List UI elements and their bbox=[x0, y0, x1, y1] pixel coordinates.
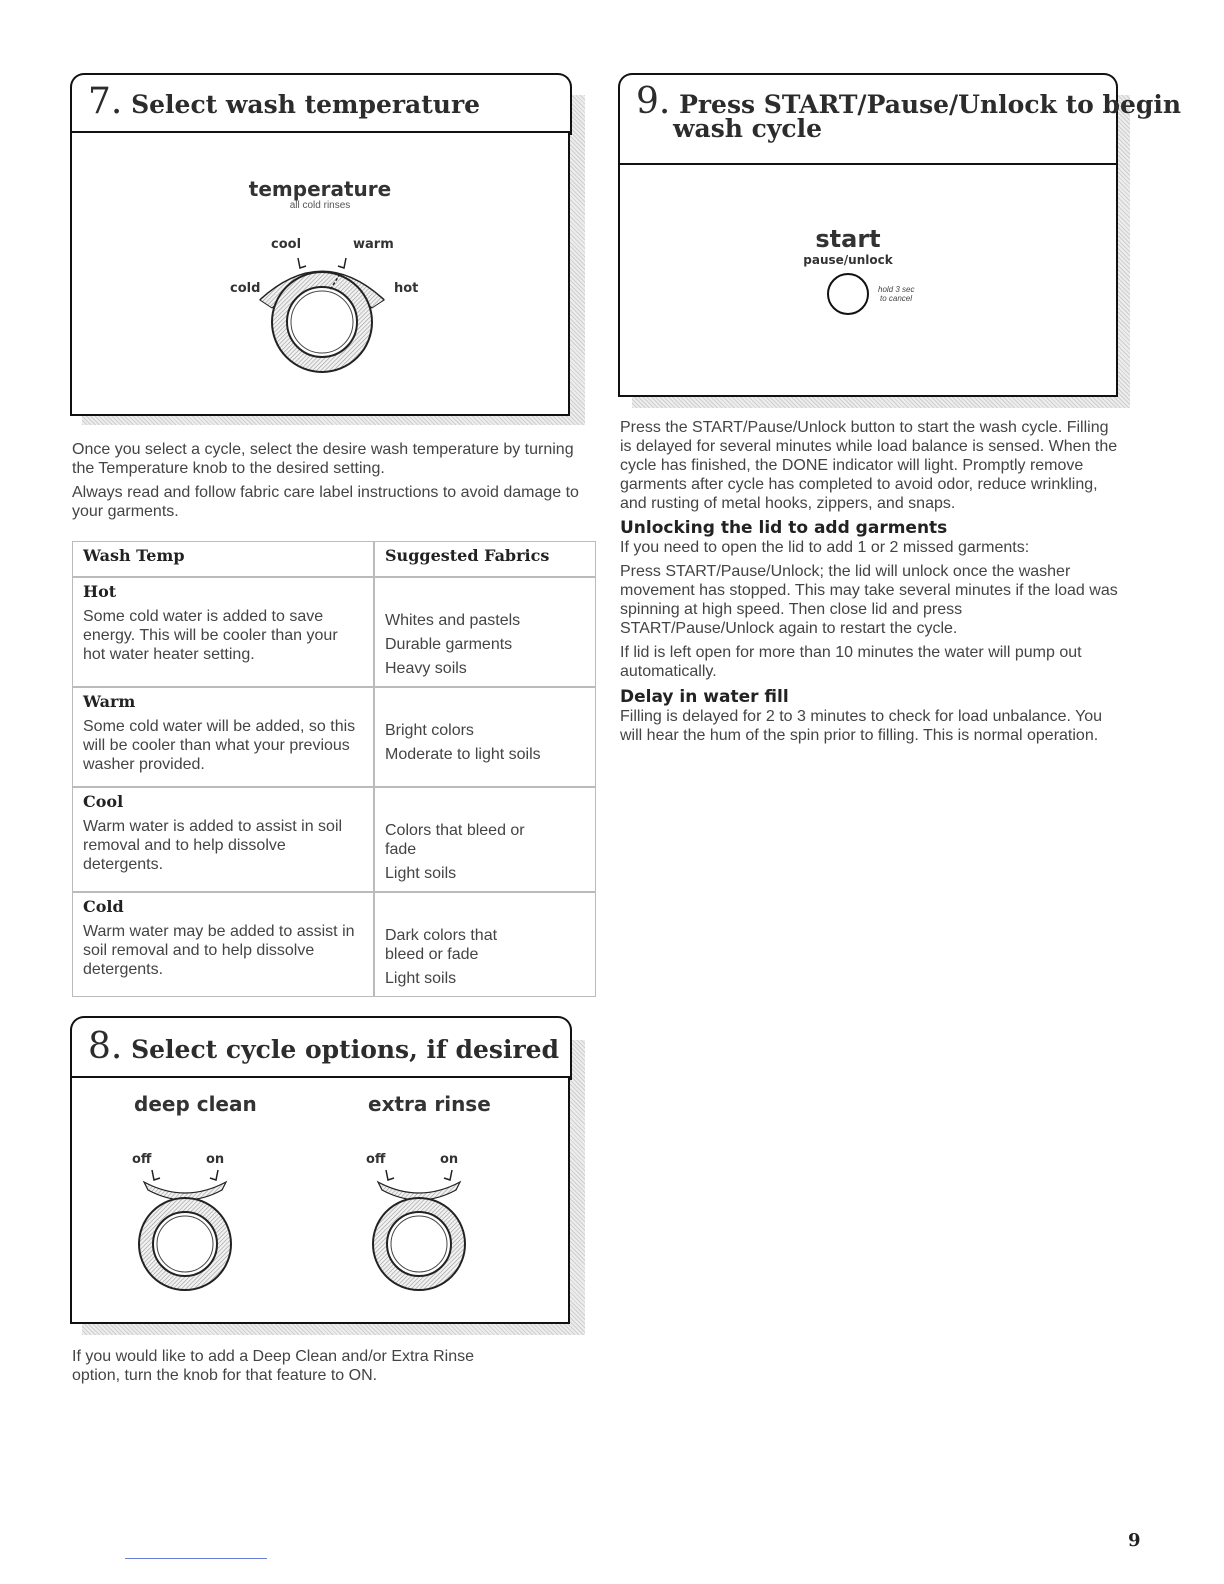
step9-title-line1: Press START/Pause/Unlock to begin bbox=[679, 90, 1182, 119]
unlock-paragraph-3: If lid is left open for more than 10 minutes the water will pump out automatically. bbox=[620, 644, 1082, 680]
step7-paragraph-2: Always read and follow fabric care label instructions to avoid damage to your garments. bbox=[72, 484, 579, 520]
delay-paragraph: Filling is delayed for 2 to 3 minutes to check for load unbalance. You will hear the hum of the spin prior to filling. This is normal operation. bbox=[620, 708, 1103, 744]
deep-clean-on-label: on bbox=[206, 1152, 225, 1167]
fabric-item: Bright colors bbox=[385, 722, 474, 739]
fabric-item: Dark colors that bleed or fade bbox=[385, 927, 498, 963]
temp-hot-description: Some cold water is added to save energy. This will be cooler than your hot water heater setting. bbox=[83, 608, 338, 663]
fabric-item: Light soils bbox=[385, 865, 457, 882]
wash-temp-table bbox=[72, 541, 596, 997]
fabric-item: Durable garments bbox=[385, 636, 513, 653]
table-row bbox=[72, 687, 596, 787]
step8-panel bbox=[70, 1076, 570, 1324]
fabric-item: Moderate to light soils bbox=[385, 746, 541, 763]
step8-number: 8. bbox=[88, 1026, 123, 1067]
step8-title-text: Select cycle options, if desired bbox=[131, 1035, 559, 1064]
step7-title-text: Select wash temperature bbox=[131, 90, 481, 119]
step8-description: If you would like to add a Deep Clean and/or Extra Rinse option, turn the knob for that feature to ON. bbox=[72, 1348, 475, 1384]
fabric-item: Heavy soils bbox=[385, 660, 467, 677]
extra-rinse-knob[interactable] bbox=[364, 1166, 474, 1296]
table-row bbox=[72, 787, 596, 892]
step7-panel bbox=[70, 131, 570, 416]
temp-cool: Cool bbox=[83, 792, 124, 811]
temp-cold: Cold bbox=[83, 897, 124, 916]
step9-text bbox=[620, 418, 1120, 750]
temp-hot: Hot bbox=[83, 582, 117, 601]
setting-cold: cold bbox=[230, 281, 261, 296]
temp-warm-description: Some cold water will be added, so this will be cooler than what your previous washer provided. bbox=[83, 718, 356, 773]
step8-title bbox=[88, 1026, 559, 1067]
unlock-paragraph-1: If you need to open the lid to add 1 or 2 missed garments: bbox=[620, 539, 1030, 556]
step9-title bbox=[636, 81, 1182, 143]
footer-rule bbox=[125, 1558, 267, 1559]
step7-title bbox=[88, 81, 481, 122]
temp-cold-description: Warm water may be added to assist in soil removal and to help dissolve detergents. bbox=[83, 923, 355, 978]
step9-number: 9. bbox=[636, 81, 671, 122]
setting-hot: hot bbox=[394, 281, 419, 296]
setting-warm: warm bbox=[353, 237, 394, 252]
unlock-paragraph-2: Press START/Pause/Unlock; the lid will unlock once the washer movement has stopped. This may take several minutes if the load was spinning at high speed. Then close lid and press START/Pause/Unlock again to restart the cycle. bbox=[620, 563, 1118, 637]
fabric-item: Whites and pastels bbox=[385, 612, 521, 629]
step9-intro: Press the START/Pause/Unlock button to start the wash cycle. Filling is delayed for several minutes while load balance is sensed. When the cycle has finished, the DONE indicator will light. Promptly remove garments after cycle has completed to avoid odor, reduce wrinkling, and rusting of metal hooks, zippers, and snaps. bbox=[620, 419, 1118, 512]
table-row bbox=[72, 577, 596, 687]
temperature-panel-subtitle: all cold rinses bbox=[289, 200, 351, 211]
unlock-heading: Unlocking the lid to add garments bbox=[620, 518, 948, 538]
extra-rinse-off-label: off bbox=[366, 1152, 386, 1167]
table-row bbox=[72, 892, 596, 997]
start-panel-title: start bbox=[815, 225, 881, 253]
hold-note-line2: to cancel bbox=[880, 294, 913, 303]
step7-paragraph-1: Once you select a cycle, select the desire wash temperature by turning the Temperature knob to the desired setting. bbox=[72, 441, 574, 477]
temp-warm: Warm bbox=[83, 692, 136, 711]
deep-clean-label: deep clean bbox=[134, 1092, 257, 1116]
header-suggested-fabrics: Suggested Fabrics bbox=[374, 541, 596, 577]
step7-number: 7. bbox=[88, 81, 123, 122]
header-wash-temp: Wash Temp bbox=[72, 541, 374, 577]
hold-note-line1: hold 3 sec bbox=[878, 285, 915, 294]
fabric-item: Colors that bleed or fade bbox=[385, 822, 525, 858]
start-pause-unlock-button[interactable] bbox=[827, 273, 869, 315]
step7-description bbox=[72, 440, 582, 526]
deep-clean-off-label: off bbox=[132, 1152, 152, 1167]
fabric-item: Light soils bbox=[385, 970, 457, 987]
delay-heading: Delay in water fill bbox=[620, 687, 789, 707]
temp-cool-description: Warm water is added to assist in soil removal and to help dissolve detergents. bbox=[83, 818, 343, 873]
temperature-panel-title: temperature bbox=[248, 177, 392, 201]
start-panel-subtitle: pause/unlock bbox=[803, 253, 893, 267]
hold-cancel-note bbox=[878, 285, 914, 303]
extra-rinse-on-label: on bbox=[440, 1152, 459, 1167]
table-header-row bbox=[72, 541, 596, 577]
deep-clean-knob[interactable] bbox=[130, 1166, 240, 1296]
temperature-knob[interactable] bbox=[252, 248, 392, 378]
extra-rinse-label: extra rinse bbox=[368, 1092, 491, 1116]
step9-panel bbox=[618, 163, 1118, 397]
step9-title-line2: wash cycle bbox=[673, 114, 823, 143]
setting-cool: cool bbox=[271, 237, 302, 252]
page-number: 9 bbox=[1128, 1530, 1141, 1551]
